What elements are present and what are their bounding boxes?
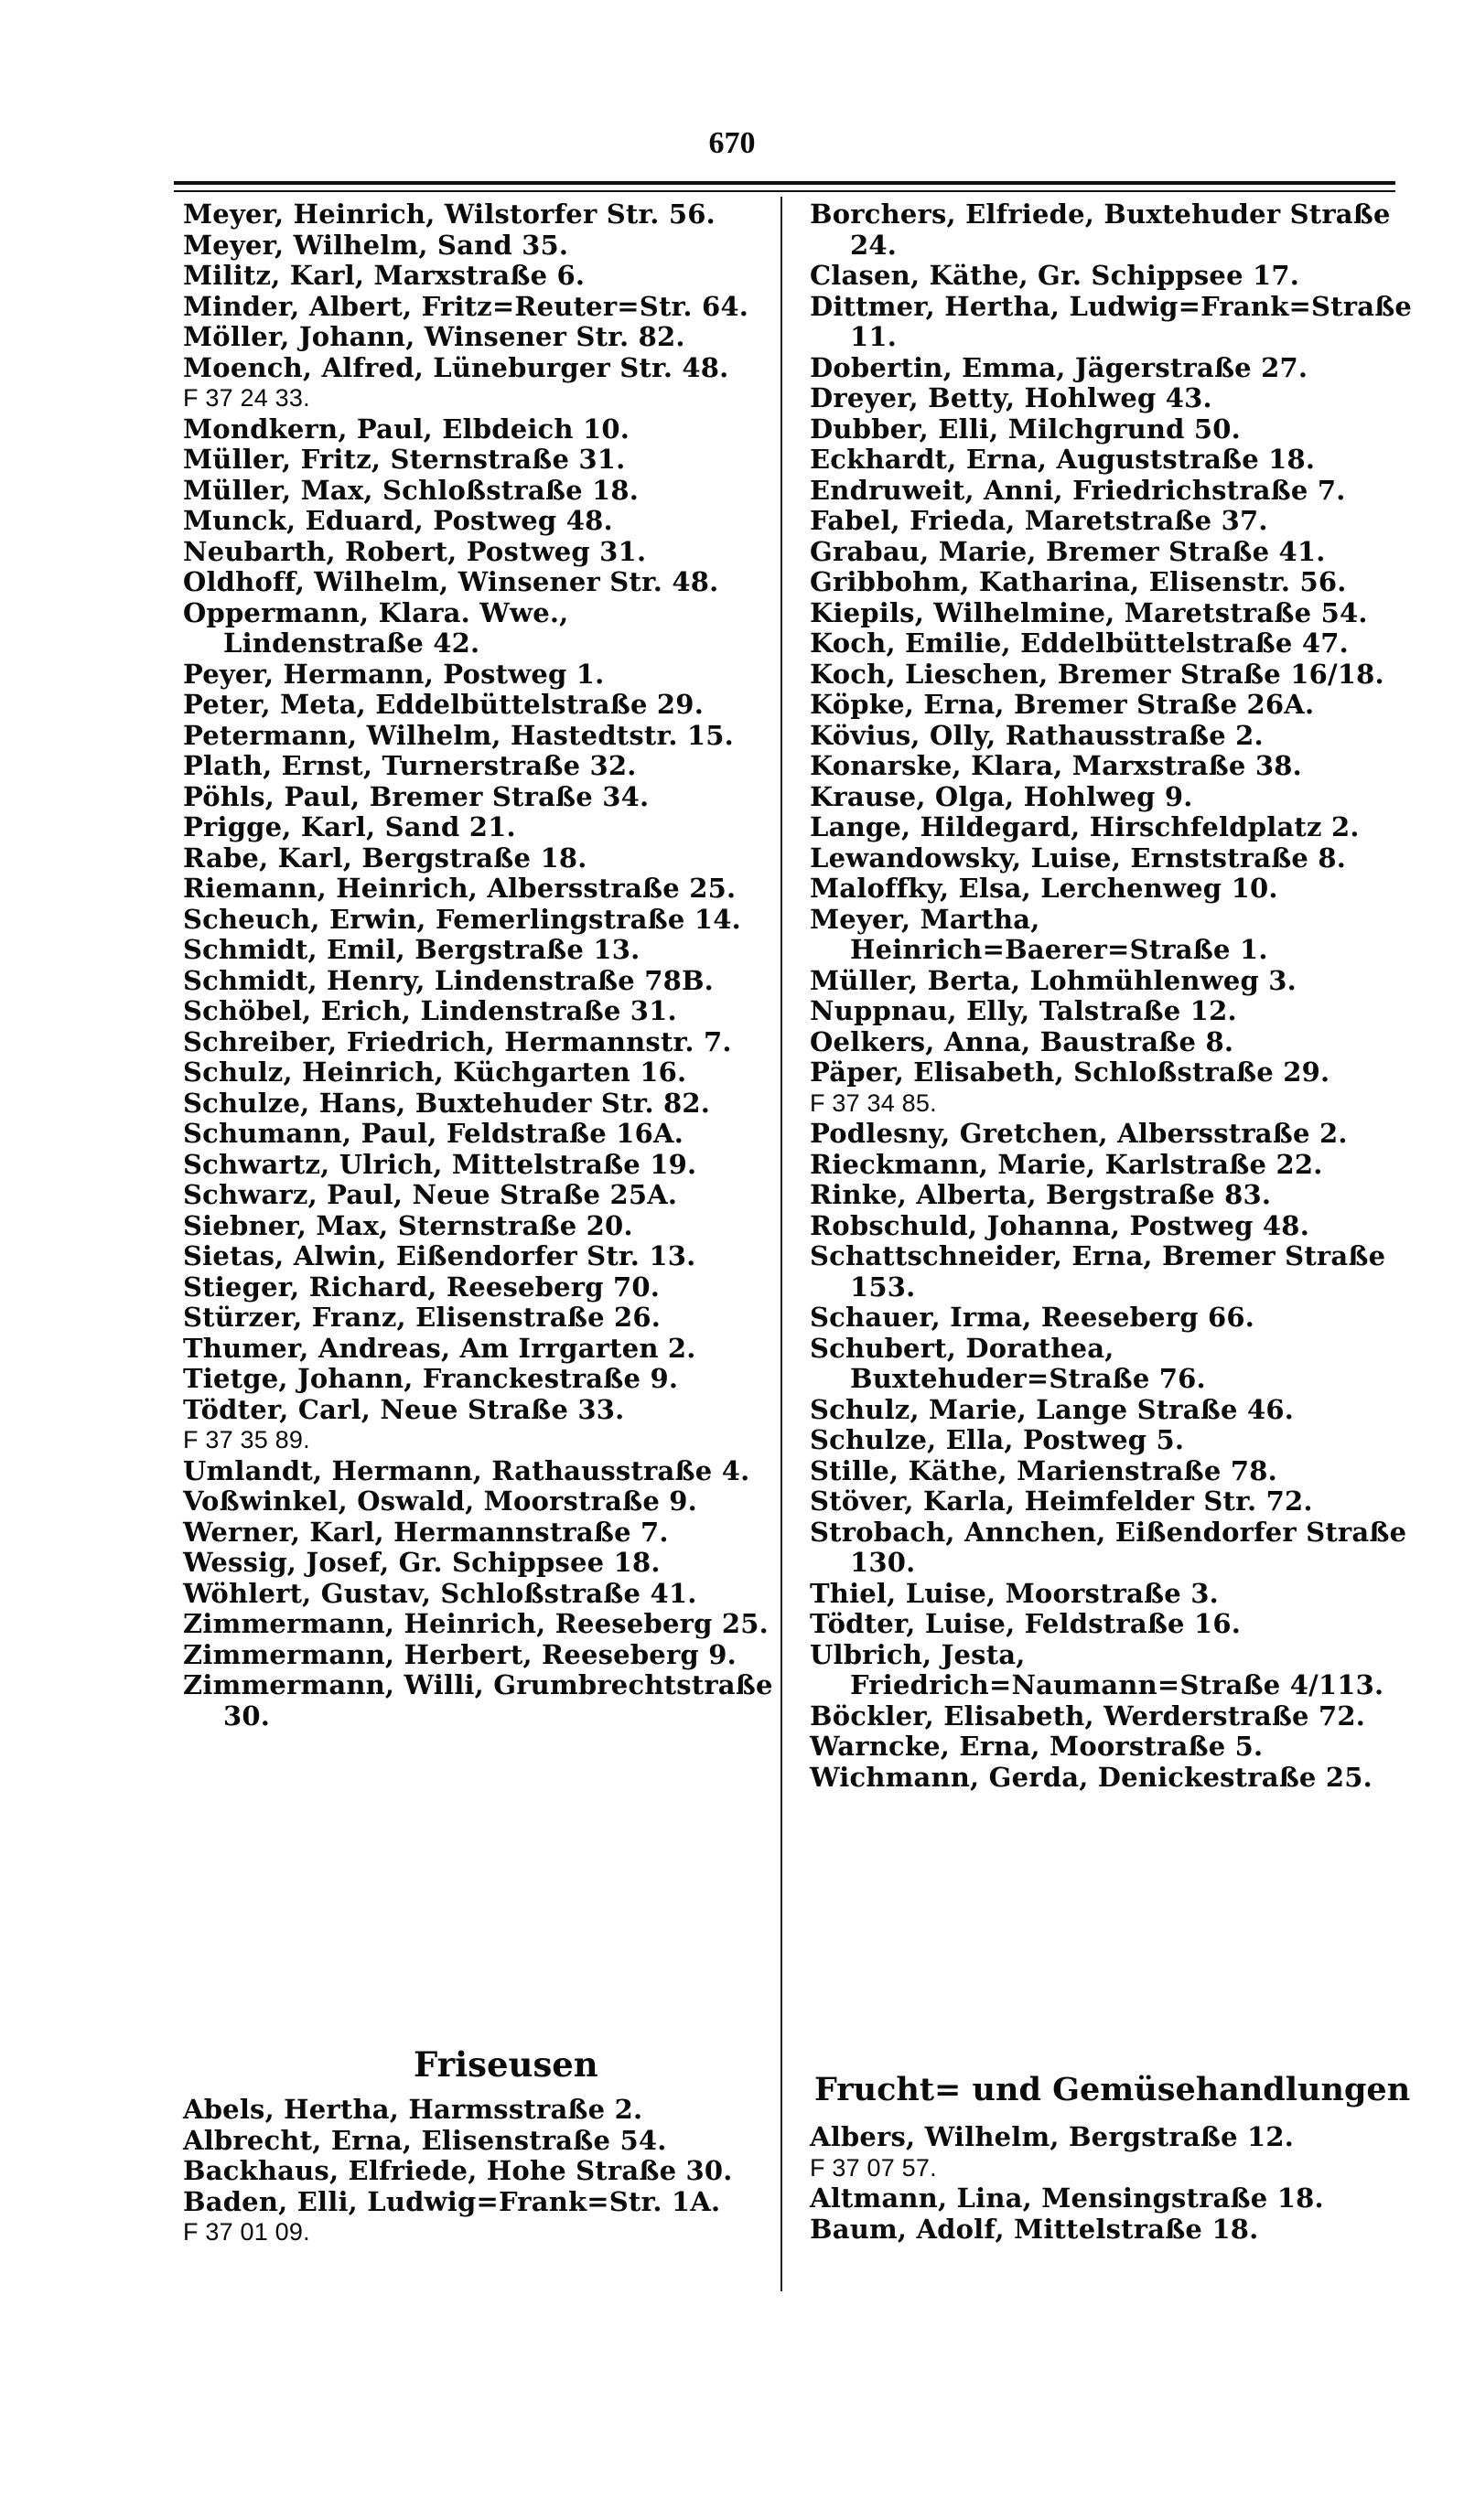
directory-entry: Albers, Wilhelm, Bergstraße 12. [810, 2121, 1295, 2152]
directory-entry: Kiepils, Wilhelmine, Maretstraße 54. [810, 596, 1368, 628]
directory-entry: Baum, Adolf, Mittelstraße 18. [810, 2213, 1259, 2245]
directory-entry: Ulbrich, Jesta, Friedrich=Naumann=Straße 4/113. [810, 1638, 1384, 1700]
right-column [810, 199, 1414, 1793]
directory-entry: Wöhlert, Gustav, Schloßstraße 41. [183, 1577, 697, 1609]
directory-entry: Möller, Johann, Winsener Str. 82. [183, 321, 685, 352]
directory-entry: Peyer, Hermann, Postweg 1. [183, 658, 605, 690]
directory-entry: Militz, Karl, Marxstraße 6. [183, 260, 586, 291]
phone-number: F 37 24 33. [183, 384, 310, 412]
directory-entry: Schulze, Ella, Postweg 5. [810, 1424, 1185, 1455]
page-number: 670 [708, 126, 756, 160]
directory-entry: Sietas, Alwin, Eißendorfer Str. 13. [183, 1240, 696, 1271]
directory-entry: Thumer, Andreas, Am Irrgarten 2. [183, 1332, 696, 1364]
directory-entry: Stöver, Karla, Heimfelder Str. 72. [810, 1485, 1313, 1517]
directory-entry: Tödter, Carl, Neue Straße 33. [183, 1393, 625, 1425]
directory-entry: Prigge, Karl, Sand 21. [183, 811, 516, 842]
directory-entry: Moench, Alfred, Lüneburger Str. 48. [183, 351, 729, 383]
directory-entry: Fabel, Frieda, Maretstraße 37. [810, 505, 1268, 536]
directory-entry: Minder, Albert, Fritz=Reuter=Str. 64. [183, 290, 748, 322]
directory-entry: Schulze, Hans, Buxtehuder Str. 82. [183, 1087, 711, 1119]
header-rule-thin [174, 190, 1395, 192]
directory-entry: Müller, Max, Schloßstraße 18. [183, 474, 640, 506]
directory-entry: Rinke, Alberta, Bergstraße 83. [810, 1179, 1272, 1210]
directory-entry: Dubber, Elli, Milchgrund 50. [810, 413, 1241, 445]
directory-entry: Tödter, Luise, Feldstraße 16. [810, 1608, 1242, 1639]
directory-entry: Schattschneider, Erna, Bremer Straße 153. [810, 1240, 1386, 1303]
directory-entry: Dittmer, Hertha, Ludwig=Frank=Straße 11. [810, 290, 1413, 352]
directory-entry: Plath, Ernst, Turnerstraße 32. [183, 750, 637, 781]
directory-entry: Baden, Elli, Ludwig=Frank=Str. 1A. [183, 2185, 721, 2217]
directory-entry: Nuppnau, Elly, Talstraße 12. [810, 995, 1237, 1026]
directory-entry: Schulz, Heinrich, Küchgarten 16. [183, 1056, 687, 1088]
directory-entry: Schöbel, Erich, Lindenstraße 31. [183, 995, 677, 1026]
directory-entry: Köpke, Erna, Bremer Straße 26A. [810, 689, 1315, 720]
directory-entry: Böckler, Elisabeth, Werderstraße 72. [810, 1700, 1366, 1732]
directory-entry: Lange, Hildegard, Hirschfeldplatz 2. [810, 811, 1360, 842]
directory-entry: Zimmermann, Herbert, Reeseberg 9. [183, 1638, 737, 1670]
directory-entry: Schreiber, Friedrich, Hermannstr. 7. [183, 1025, 732, 1057]
directory-entry: Koch, Lieschen, Bremer Straße 16/18. [810, 658, 1384, 690]
phone-number: F 37 01 09. [183, 2218, 310, 2246]
column-divider [780, 197, 782, 2291]
directory-entry: Schmidt, Emil, Bergstraße 13. [183, 934, 640, 965]
directory-entry: Kövius, Olly, Rathausstraße 2. [810, 719, 1264, 751]
phone-number: F 37 34 85. [810, 1088, 937, 1117]
directory-entry: Zimmermann, Heinrich, Reeseberg 25. [183, 1608, 769, 1639]
directory-entry: Schumann, Paul, Feldstraße 16A. [183, 1118, 684, 1149]
directory-entry: Oldhoff, Wilhelm, Winsener Str. 48. [183, 566, 719, 597]
phone-number: F 37 35 89. [183, 1426, 310, 1453]
directory-entry: Voßwinkel, Oswald, Moorstraße 9. [183, 1485, 697, 1517]
directory-entry: Munck, Eduard, Postweg 48. [183, 505, 613, 536]
left-section2 [183, 2095, 773, 2248]
directory-entry: Riemann, Heinrich, Albersstraße 25. [183, 873, 737, 904]
directory-entry: Schauer, Irma, Reeseberg 66. [810, 1302, 1255, 1333]
left-column [183, 199, 773, 1732]
directory-entry: Wessig, Josef, Gr. Schippsee 18. [183, 1547, 661, 1578]
directory-entry: Robschuld, Johanna, Postweg 48. [810, 1209, 1309, 1241]
directory-entry: Meyer, Wilhelm, Sand 35. [183, 229, 569, 261]
directory-entry: Lewandowsky, Luise, Ernststraße 8. [810, 842, 1347, 874]
directory-entry: Podlesny, Gretchen, Albersstraße 2. [810, 1118, 1348, 1149]
directory-entry: Siebner, Max, Sternstraße 20. [183, 1209, 633, 1241]
directory-entry: Abels, Hertha, Harmsstraße 2. [183, 2094, 643, 2125]
directory-entry: Petermann, Wilhelm, Hastedtstr. 15. [183, 719, 734, 751]
directory-entry: Schwartz, Ulrich, Mittelstraße 19. [183, 1148, 697, 1180]
directory-entry: Müller, Fritz, Sternstraße 31. [183, 444, 626, 475]
directory-entry: Päper, Elisabeth, Schloßstraße 29. [810, 1056, 1330, 1088]
directory-entry: Schubert, Dorathea, Buxtehuder=Straße 76. [810, 1332, 1206, 1394]
directory-entry: Dobertin, Emma, Jägerstraße 27. [810, 351, 1308, 383]
directory-entry: Backhaus, Elfriede, Hohe Straße 30. [183, 2155, 733, 2186]
directory-entry: Stieger, Richard, Reeseberg 70. [183, 1271, 661, 1303]
directory-entry: Umlandt, Hermann, Rathausstraße 4. [183, 1454, 750, 1486]
directory-entry: Wichmann, Gerda, Denickestraße 25. [810, 1761, 1372, 1793]
directory-entry: Oelkers, Anna, Baustraße 8. [810, 1025, 1234, 1057]
directory-entry: Müller, Berta, Lohmühlenweg 3. [810, 964, 1297, 996]
directory-entry: Warncke, Erna, Moorstraße 5. [810, 1731, 1264, 1762]
directory-entry: Pöhls, Paul, Bremer Straße 34. [183, 780, 650, 812]
header-rule [174, 181, 1395, 185]
directory-entry: Scheuch, Erwin, Femerlingstraße 14. [183, 903, 741, 935]
directory-entry: Rabe, Karl, Bergstraße 18. [183, 842, 587, 874]
directory-entry: Endruweit, Anni, Friedrichstraße 7. [810, 474, 1346, 506]
directory-entry: Stille, Käthe, Marienstraße 78. [810, 1454, 1277, 1486]
section-heading-frucht: Frucht= und Gemüsehandlungen [814, 2071, 1411, 2108]
directory-entry: Eckhardt, Erna, Auguststraße 18. [810, 444, 1316, 475]
directory-entry: Grabau, Marie, Bremer Straße 41. [810, 535, 1326, 567]
directory-entry: Stürzer, Franz, Elisenstraße 26. [183, 1302, 662, 1333]
directory-entry: Zimmermann, Willi, Grumbrechtstraße 30. [183, 1669, 773, 1732]
right-section2 [810, 2122, 1414, 2245]
directory-entry: Strobach, Annchen, Eißendorfer Straße 130. [810, 1516, 1407, 1578]
directory-entry: Krause, Olga, Hohlweg 9. [810, 780, 1193, 812]
directory-entry: Schwarz, Paul, Neue Straße 25A. [183, 1179, 678, 1210]
directory-entry: Thiel, Luise, Moorstraße 3. [810, 1577, 1219, 1609]
directory-entry: Rieckmann, Marie, Karlstraße 22. [810, 1148, 1323, 1180]
directory-entry: Altmann, Lina, Mensingstraße 18. [810, 2182, 1324, 2214]
directory-entry: Peter, Meta, Eddelbüttelstraße 29. [183, 689, 704, 720]
directory-entry: Gribbohm, Katharina, Elisenstr. 56. [810, 566, 1347, 597]
directory-entry: Schmidt, Henry, Lindenstraße 78B. [183, 964, 714, 996]
phone-number: F 37 07 57. [810, 2153, 937, 2182]
directory-entry: Konarske, Klara, Marxstraße 38. [810, 750, 1302, 781]
directory-entry: Tietge, Johann, Franckestraße 9. [183, 1363, 679, 1394]
directory-entry: Mondkern, Paul, Elbdeich 10. [183, 413, 630, 445]
section-heading-friseusen: Friseusen [414, 2044, 598, 2085]
directory-entry: Meyer, Heinrich, Wilstorfer Str. 56. [183, 198, 716, 230]
directory-entry: Albrecht, Erna, Elisenstraße 54. [183, 2124, 667, 2156]
directory-entry: Schulz, Marie, Lange Straße 46. [810, 1393, 1295, 1425]
directory-entry: Maloffky, Elsa, Lerchenweg 10. [810, 873, 1278, 904]
directory-entry: Clasen, Käthe, Gr. Schippsee 17. [810, 260, 1300, 291]
directory-entry: Meyer, Martha, Heinrich=Baerer=Straße 1. [810, 903, 1268, 965]
directory-entry: Neubarth, Robert, Postweg 31. [183, 535, 647, 567]
directory-entry: Werner, Karl, Hermannstraße 7. [183, 1516, 669, 1548]
directory-entry: Oppermann, Klara. Wwe., Lindenstraße 42. [183, 596, 569, 659]
directory-entry: Borchers, Elfriede, Buxtehuder Straße 24. [810, 198, 1391, 261]
directory-entry: Dreyer, Betty, Hohlweg 43. [810, 382, 1212, 413]
directory-entry: Koch, Emilie, Eddelbüttelstraße 47. [810, 627, 1349, 659]
